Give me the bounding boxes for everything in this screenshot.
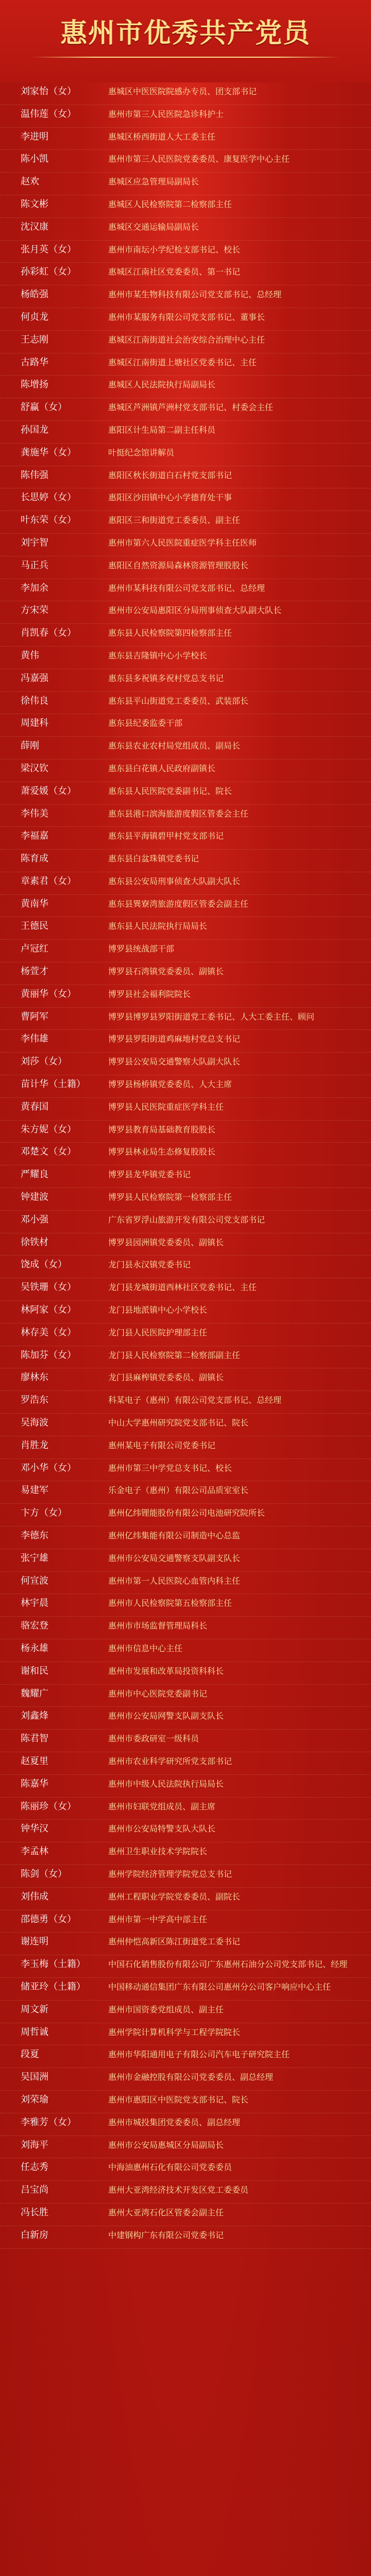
member-name: 刘伟成 (21, 1891, 48, 1902)
member-name: 邓小强 (21, 1214, 48, 1225)
member-position: 惠州市委政研室一级科员 (108, 1734, 199, 1744)
member-name: 冯长胜 (21, 2207, 48, 2218)
member-name: 杨永雄 (21, 1642, 48, 1654)
member-name: 王志刚 (21, 334, 48, 345)
member-position: 惠州大亚湾石化区管委会副主任 (108, 2207, 224, 2217)
member-position: 惠州市中级人民法院执行局局长 (108, 1778, 224, 1789)
member-position: 惠东县平山街道党工委委员、武装部长 (108, 696, 249, 706)
member-position: 博罗县罗阳街道鸡麻地村党总支书记 (108, 1034, 241, 1044)
member-row (0, 556, 371, 579)
member-row (0, 376, 371, 398)
member-position: 惠东县白花镇人民政府副镇长 (108, 763, 216, 773)
member-name: 杨萱才 (21, 966, 48, 977)
member-name: 孙彩虹（女） (21, 266, 76, 278)
member-position: 龙门县地派镇中心小学校长 (108, 1305, 208, 1315)
member-row (0, 714, 371, 737)
member-position: 龙门县龙城街道西林社区党委书记、主任 (108, 1282, 257, 1293)
member-name: 邵德勇（女） (21, 1913, 76, 1925)
member-position: 惠州某电子有限公司党委书记 (108, 1440, 216, 1450)
member-row (0, 895, 371, 918)
member-name: 黄伟 (21, 650, 39, 661)
member-row (0, 1572, 371, 1595)
member-position: 乐金电子（惠州）有限公司品质室室长 (108, 1485, 249, 1496)
member-name: 陈剑（女） (21, 1868, 67, 1879)
member-row (0, 1391, 371, 1414)
member-name: 白新房 (21, 2229, 48, 2241)
member-name: 舒赢（女） (21, 402, 67, 413)
member-name: 徐伟良 (21, 695, 48, 706)
member-name: 何宣波 (21, 1575, 48, 1586)
member-name: 陈加芬（女） (21, 1349, 76, 1361)
member-name: 易建军 (21, 1485, 48, 1496)
member-name: 苗计华（土籍） (21, 1079, 86, 1090)
member-position: 中建钢构广东有限公司党委书记 (108, 2230, 224, 2240)
member-name: 李进明 (21, 131, 48, 142)
member-name: 吴铁珊（女） (21, 1282, 76, 1293)
member-name: 黄南华 (21, 898, 48, 909)
member-position: 惠州市惠阳区中医院党支部书记、院长 (108, 2094, 249, 2105)
member-position: 惠州市公安局交通警察支队副支队长 (108, 1553, 241, 1563)
member-position: 广东省罗浮山旅游开发有限公司党支部书记 (108, 1214, 265, 1225)
member-row (0, 2001, 371, 2023)
member-row (0, 1165, 371, 1188)
member-row (0, 624, 371, 647)
member-name: 梁汉钦 (21, 762, 48, 774)
member-position: 惠州市公安局惠城区分局副局长 (108, 2140, 224, 2150)
member-row (0, 1910, 371, 1933)
member-row (0, 737, 371, 759)
member-position: 龙门县麻榨镇党委委员、副镇长 (108, 1372, 224, 1383)
member-name: 周文新 (21, 2004, 48, 2015)
member-name: 方宋荣 (21, 605, 48, 616)
member-row (0, 353, 371, 376)
member-name: 薛刚 (21, 740, 39, 752)
member-position: 惠东县港口滨海旅游度假区管委会主任 (108, 808, 249, 819)
member-name: 陈增扬 (21, 379, 48, 391)
member-position: 惠州工程职业学院党委委员、副院长 (108, 1891, 241, 1902)
member-row (0, 1368, 371, 1391)
member-position: 惠州市国资委党组成员、副主任 (108, 2004, 224, 2014)
member-position: 惠东县巽寮湾旅游度假区管委会副主任 (108, 899, 249, 909)
member-name: 李玉梅（土籍） (21, 1959, 86, 1970)
member-position: 中国石化销售股份有限公司广东惠州石油分公司党支部书记、经理 (108, 1959, 348, 1970)
member-position: 惠东县多祝镇多祝村党总支书记 (108, 673, 224, 683)
member-row (0, 285, 371, 308)
member-name: 萧爱媛（女） (21, 785, 76, 796)
member-row (0, 150, 371, 173)
member-name: 何贞龙 (21, 311, 48, 323)
member-row (0, 1933, 371, 1955)
member-position: 惠州市华阳通用电子有限公司汽车电子研究院主任 (108, 2049, 290, 2060)
member-row (0, 1233, 371, 1256)
member-position: 惠州市中心医院党委副书记 (108, 1688, 208, 1699)
member-position: 惠州市公安局特警支队大队长 (108, 1824, 216, 1834)
member-row (0, 331, 371, 353)
member-position: 惠阳区自然资源局森林资源管理股股长 (108, 560, 249, 570)
member-position: 龙门县人民医院护理部主任 (108, 1327, 208, 1337)
member-name: 朱方妮（女） (21, 1124, 76, 1135)
member-position: 博罗县社会福利院院长 (108, 989, 191, 999)
member-row (0, 1436, 371, 1459)
member-position: 惠阳区沙田镇中心小学德育处干事 (108, 493, 232, 503)
member-name: 李伟美 (21, 808, 48, 819)
member-row (0, 1707, 371, 1730)
member-row (0, 2181, 371, 2204)
member-row (0, 1978, 371, 2001)
member-position: 惠州市第三人民医院急诊科护士 (108, 109, 224, 119)
member-name: 长思婷（女） (21, 492, 76, 503)
member-row (0, 511, 371, 534)
member-row (0, 1098, 371, 1121)
member-name: 龚施华（女） (21, 447, 76, 458)
member-position: 惠州市第一人民医院心血管内科主任 (108, 1575, 241, 1586)
member-row (0, 1504, 371, 1527)
member-row (0, 1121, 371, 1143)
member-position: 惠州市金融控股有限公司党委委员、副总经理 (108, 2072, 274, 2082)
member-position: 惠东县人民法院执行局局长 (108, 921, 208, 931)
member-position: 惠州市第三中学党总支书记、校长 (108, 1463, 232, 1473)
member-name: 温伟莲（女） (21, 108, 76, 120)
member-position: 惠东县纪委监委干部 (108, 718, 183, 728)
member-name: 任志秀 (21, 2162, 48, 2173)
member-name: 钟华汉 (21, 1823, 48, 1835)
member-position: 博罗县林业局生态修复股股长 (108, 1147, 216, 1157)
member-row (0, 444, 371, 466)
member-name: 林存美（女） (21, 1327, 76, 1338)
member-position: 龙门县人民检察院第二检察部副主任 (108, 1350, 241, 1360)
member-position: 惠州市某生物科技有限公司党支部书记、总经理 (108, 290, 282, 300)
member-row (0, 872, 371, 895)
member-row (0, 579, 371, 602)
member-row (0, 1188, 371, 1211)
member-name: 赵夏里 (21, 1755, 48, 1767)
member-name: 谢和民 (21, 1665, 48, 1676)
member-position: 惠州市市场监督管理局科长 (108, 1621, 208, 1631)
member-row (0, 2204, 371, 2226)
member-position: 惠阳区秋长街道白石村党支部书记 (108, 470, 232, 480)
member-row (0, 1030, 371, 1053)
member-name: 冯嘉强 (21, 672, 48, 684)
member-position: 惠城区中医医院院感办专员、团支部书记 (108, 87, 257, 96)
member-name: 李雅芳（女） (21, 2116, 76, 2128)
member-row (0, 1752, 371, 1775)
member-position: 叶挺纪念馆讲解员 (108, 447, 175, 457)
member-row (0, 985, 371, 1008)
member-position: 惠州市公安局惠阳区分局刑事侦查大队副大队长 (108, 605, 282, 616)
member-name: 饶成（女） (21, 1259, 67, 1270)
member-row (0, 1008, 371, 1030)
member-position: 博罗县人民医院重症医学科主任 (108, 1101, 224, 1112)
member-row (0, 850, 371, 872)
member-name: 李德东 (21, 1530, 48, 1541)
member-position: 惠东县农业农村局党组成员、副局长 (108, 741, 241, 751)
member-position: 惠州市某服务有限公司党支部书记、董事长 (108, 312, 265, 322)
member-row (0, 1842, 371, 1865)
member-row (0, 1324, 371, 1346)
member-row (0, 1617, 371, 1639)
member-row (0, 1346, 371, 1369)
member-position: 惠州市第三人民医院党委委员、康复医学中心主任 (108, 154, 290, 164)
member-row (0, 1549, 371, 1572)
member-position: 惠城区江南街道社会治安综合治理中心主任 (108, 334, 265, 345)
member-position: 博罗县教育局基础教育股股长 (108, 1124, 216, 1134)
member-row (0, 2023, 371, 2046)
member-position: 惠阳区三和街道党工委委员、副主任 (108, 515, 241, 526)
member-name: 杨皓强 (21, 289, 48, 300)
member-row (0, 2091, 371, 2113)
member-name: 吴海波 (21, 1417, 48, 1429)
member-row (0, 1685, 371, 1707)
member-name: 黄丽华（女） (21, 988, 76, 999)
member-position: 惠城区桥西街道人大工委主任 (108, 131, 216, 142)
member-row (0, 1775, 371, 1798)
member-position: 博罗县园洲镇党委委员、副镇长 (108, 1237, 224, 1247)
member-position: 惠阳区计生局第二副主任科员 (108, 425, 216, 435)
member-row (0, 1075, 371, 1098)
member-row (0, 1143, 371, 1165)
member-position: 惠州市某科技有限公司党支部书记、总经理 (108, 583, 265, 593)
member-position: 惠州市南坛小学纪检支部书记、校长 (108, 244, 241, 255)
member-position: 惠东县平海镇碧甲村党支部书记 (108, 831, 224, 841)
member-name: 叶东荣（女） (21, 515, 76, 526)
member-name: 刘宇智 (21, 537, 48, 548)
member-list (0, 82, 371, 2576)
member-row (0, 82, 371, 105)
member-name: 李福嘉 (21, 831, 48, 842)
member-row (0, 782, 371, 805)
member-position: 惠州市公安局网警支队副支队长 (108, 1711, 224, 1721)
member-name: 刘荣瑜 (21, 2094, 48, 2105)
member-row (0, 534, 371, 556)
member-position: 惠城区芦洲镇芦洲村党支部书记、村委会主任 (108, 402, 274, 413)
member-position: 惠州市人民检察院第五检察部主任 (108, 1598, 232, 1608)
member-row (0, 2136, 371, 2159)
member-row (0, 1301, 371, 1324)
member-position: 惠城区江南街道上塘社区党委书记、主任 (108, 357, 257, 367)
member-row (0, 601, 371, 624)
member-position: 惠州市发展和改革局投资科科长 (108, 1666, 224, 1676)
member-position: 惠东县白盆珠镇党委书记 (108, 854, 199, 864)
member-name: 廖林东 (21, 1372, 48, 1383)
member-row (0, 1955, 371, 1978)
member-name: 刘家怡（女） (21, 86, 76, 97)
member-name: 储亚玲（土籍） (21, 1981, 86, 1992)
member-name: 周建科 (21, 718, 48, 729)
member-name: 罗浩东 (21, 1395, 48, 1406)
member-row (0, 647, 371, 669)
member-name: 卞方（女） (21, 1507, 67, 1519)
member-name: 李加余 (21, 582, 48, 594)
member-position: 惠州市农业科学研究所党支部书记 (108, 1756, 232, 1766)
member-name: 肖凯春（女） (21, 628, 76, 639)
member-row (0, 1414, 371, 1436)
member-name: 谢连明 (21, 1936, 48, 1947)
member-row (0, 1278, 371, 1301)
member-name: 邓小华（女） (21, 1462, 76, 1473)
member-name: 王德民 (21, 921, 48, 932)
member-name: 陈丽珍（女） (21, 1801, 76, 1812)
member-position: 惠城区人民检察院第二检察部主任 (108, 199, 232, 209)
title-divider (31, 57, 340, 58)
member-position: 惠东县人民检察院第四检察部主任 (108, 628, 232, 638)
member-row (0, 759, 371, 782)
member-position: 惠州市妇联党组成员、副主席 (108, 1801, 216, 1811)
member-row (0, 1639, 371, 1662)
member-name: 陈君智 (21, 1733, 48, 1744)
member-row (0, 2068, 371, 2091)
member-row (0, 218, 371, 241)
member-position: 惠州市第六人民医院重症医学科主任医师 (108, 537, 257, 548)
member-name: 古路华 (21, 357, 48, 368)
member-name: 吴国洲 (21, 2072, 48, 2083)
member-name: 孙国龙 (21, 424, 48, 435)
member-name: 肖胜龙 (21, 1439, 48, 1451)
member-position: 博罗县龙华镇党委书记 (108, 1170, 191, 1180)
member-position: 中国移动通信集团广东有限公司惠州分公司客户响应中心主任 (108, 1981, 331, 1992)
member-name: 林阿家（女） (21, 1304, 76, 1316)
member-name: 周哲诚 (21, 2026, 48, 2038)
member-row (0, 805, 371, 827)
member-position: 龙门县永汉镇党委书记 (108, 1260, 191, 1270)
member-row (0, 1527, 371, 1549)
member-row (0, 173, 371, 195)
member-position: 惠州市城投集团党委委员、副总经理 (108, 2117, 241, 2127)
member-row (0, 421, 371, 444)
member-row (0, 1888, 371, 1910)
member-position: 惠州卫生职业技术学院院长 (108, 1846, 208, 1857)
member-name: 曹阿军 (21, 1011, 48, 1022)
member-position: 博罗县博罗县罗阳街道党工委书记、人大工委主任、顾问 (108, 1011, 315, 1022)
member-name: 严耀良 (21, 1169, 48, 1180)
member-row (0, 827, 371, 850)
member-row (0, 488, 371, 511)
member-name: 邓楚文（女） (21, 1146, 76, 1158)
member-position: 惠州市第一中学高中部主任 (108, 1914, 208, 1924)
member-position: 博罗县人民检察院第一检察部主任 (108, 1192, 232, 1202)
member-position: 惠东县公安局刑事侦查大队副大队长 (108, 876, 241, 886)
member-row (0, 1211, 371, 1233)
member-position: 惠东县人民医院党委副书记、院长 (108, 786, 232, 796)
member-name: 陈嘉华 (21, 1778, 48, 1789)
member-row (0, 1459, 371, 1482)
member-name: 魏耀广 (21, 1688, 48, 1699)
member-row (0, 1820, 371, 1842)
title-banner (0, 0, 371, 82)
member-row (0, 692, 371, 715)
member-name: 陈文彬 (21, 198, 48, 210)
member-row (0, 263, 371, 285)
member-row (0, 128, 371, 150)
member-name: 陈伟强 (21, 469, 48, 481)
member-name: 章素君（女） (21, 875, 76, 887)
member-position: 博罗县杨桥镇党委委员、人大主席 (108, 1079, 232, 1090)
member-position: 惠州市信息中心主任 (108, 1643, 183, 1653)
member-position: 惠州大亚湾经济技术开发区党工委委员 (108, 2185, 249, 2195)
member-row (0, 241, 371, 263)
member-row (0, 940, 371, 962)
member-row (0, 466, 371, 489)
member-row (0, 1662, 371, 1685)
member-position: 中海油惠州石化有限公司党委委员 (108, 2162, 232, 2173)
member-position: 惠州学院计算机科学与工程学院院长 (108, 2027, 241, 2037)
member-name: 陈小凯 (21, 154, 48, 165)
member-name: 徐铁材 (21, 1236, 48, 1248)
member-position: 惠州仲恺高新区陈江街道党工委书记 (108, 1937, 241, 1947)
member-position: 惠州亿纬锂能股份有限公司电池研究院所长 (108, 1508, 265, 1518)
member-row (0, 195, 371, 218)
member-row (0, 1730, 371, 1752)
member-row (0, 1256, 371, 1278)
member-row (0, 1865, 371, 1888)
member-row (0, 2158, 371, 2181)
member-row (0, 2226, 371, 2249)
member-name: 李伟雄 (21, 1033, 48, 1045)
member-position: 惠城区江南社区党委委员、第一书记 (108, 267, 241, 277)
member-row (0, 917, 371, 940)
member-position: 惠城区应急管理局副局长 (108, 177, 199, 187)
member-row (0, 398, 371, 421)
member-name: 刘莎（女） (21, 1056, 67, 1067)
member-position: 惠东县吉隆镇中心小学校长 (108, 650, 208, 660)
member-position: 博罗县公安局交通警察大队副大队长 (108, 1057, 241, 1067)
member-row (0, 1798, 371, 1820)
member-position: 惠城区人民法院执行局副局长 (108, 380, 216, 390)
member-name: 段夏 (21, 2049, 39, 2060)
member-position: 中山大学惠州研究院党支部书记、院长 (108, 1418, 249, 1428)
member-name: 张月英（女） (21, 244, 76, 255)
member-name: 赵欢 (21, 176, 39, 188)
member-name: 陈育成 (21, 853, 48, 865)
member-row (0, 2113, 371, 2136)
member-row (0, 1053, 371, 1075)
member-position: 博罗县石湾镇党委委员、副镇长 (108, 967, 224, 977)
member-name: 骆宏登 (21, 1620, 48, 1632)
member-position: 科某电子（惠州）有限公司党支部书记、总经理 (108, 1395, 282, 1405)
member-position: 博罗县统战部干部 (108, 944, 175, 954)
member-position: 惠州学院经济管理学院党总支书记 (108, 1869, 232, 1879)
member-row (0, 962, 371, 985)
member-position: 惠城区交通运输局副局长 (108, 222, 199, 232)
member-name: 林宇晨 (21, 1598, 48, 1609)
member-name: 李孟林 (21, 1846, 48, 1857)
member-name: 沈汉康 (21, 221, 48, 232)
member-name: 钟建波 (21, 1192, 48, 1203)
member-name: 刘海平 (21, 2139, 48, 2150)
member-name: 吕宝尚 (21, 2184, 48, 2196)
member-name: 马正兵 (21, 560, 48, 571)
member-name: 张宁雄 (21, 1552, 48, 1564)
member-name: 黄春国 (21, 1101, 48, 1112)
page-title: 惠州市优秀共产党员 (60, 18, 311, 49)
member-position: 惠州亿纬集能有限公司制造中心总监 (108, 1531, 241, 1540)
member-name: 卢冠红 (21, 943, 48, 955)
member-row (0, 1481, 371, 1504)
member-row (0, 1594, 371, 1617)
member-row (0, 2045, 371, 2068)
member-row (0, 669, 371, 692)
member-row (0, 308, 371, 331)
member-name: 刘鑫烽 (21, 1710, 48, 1722)
member-row (0, 105, 371, 128)
